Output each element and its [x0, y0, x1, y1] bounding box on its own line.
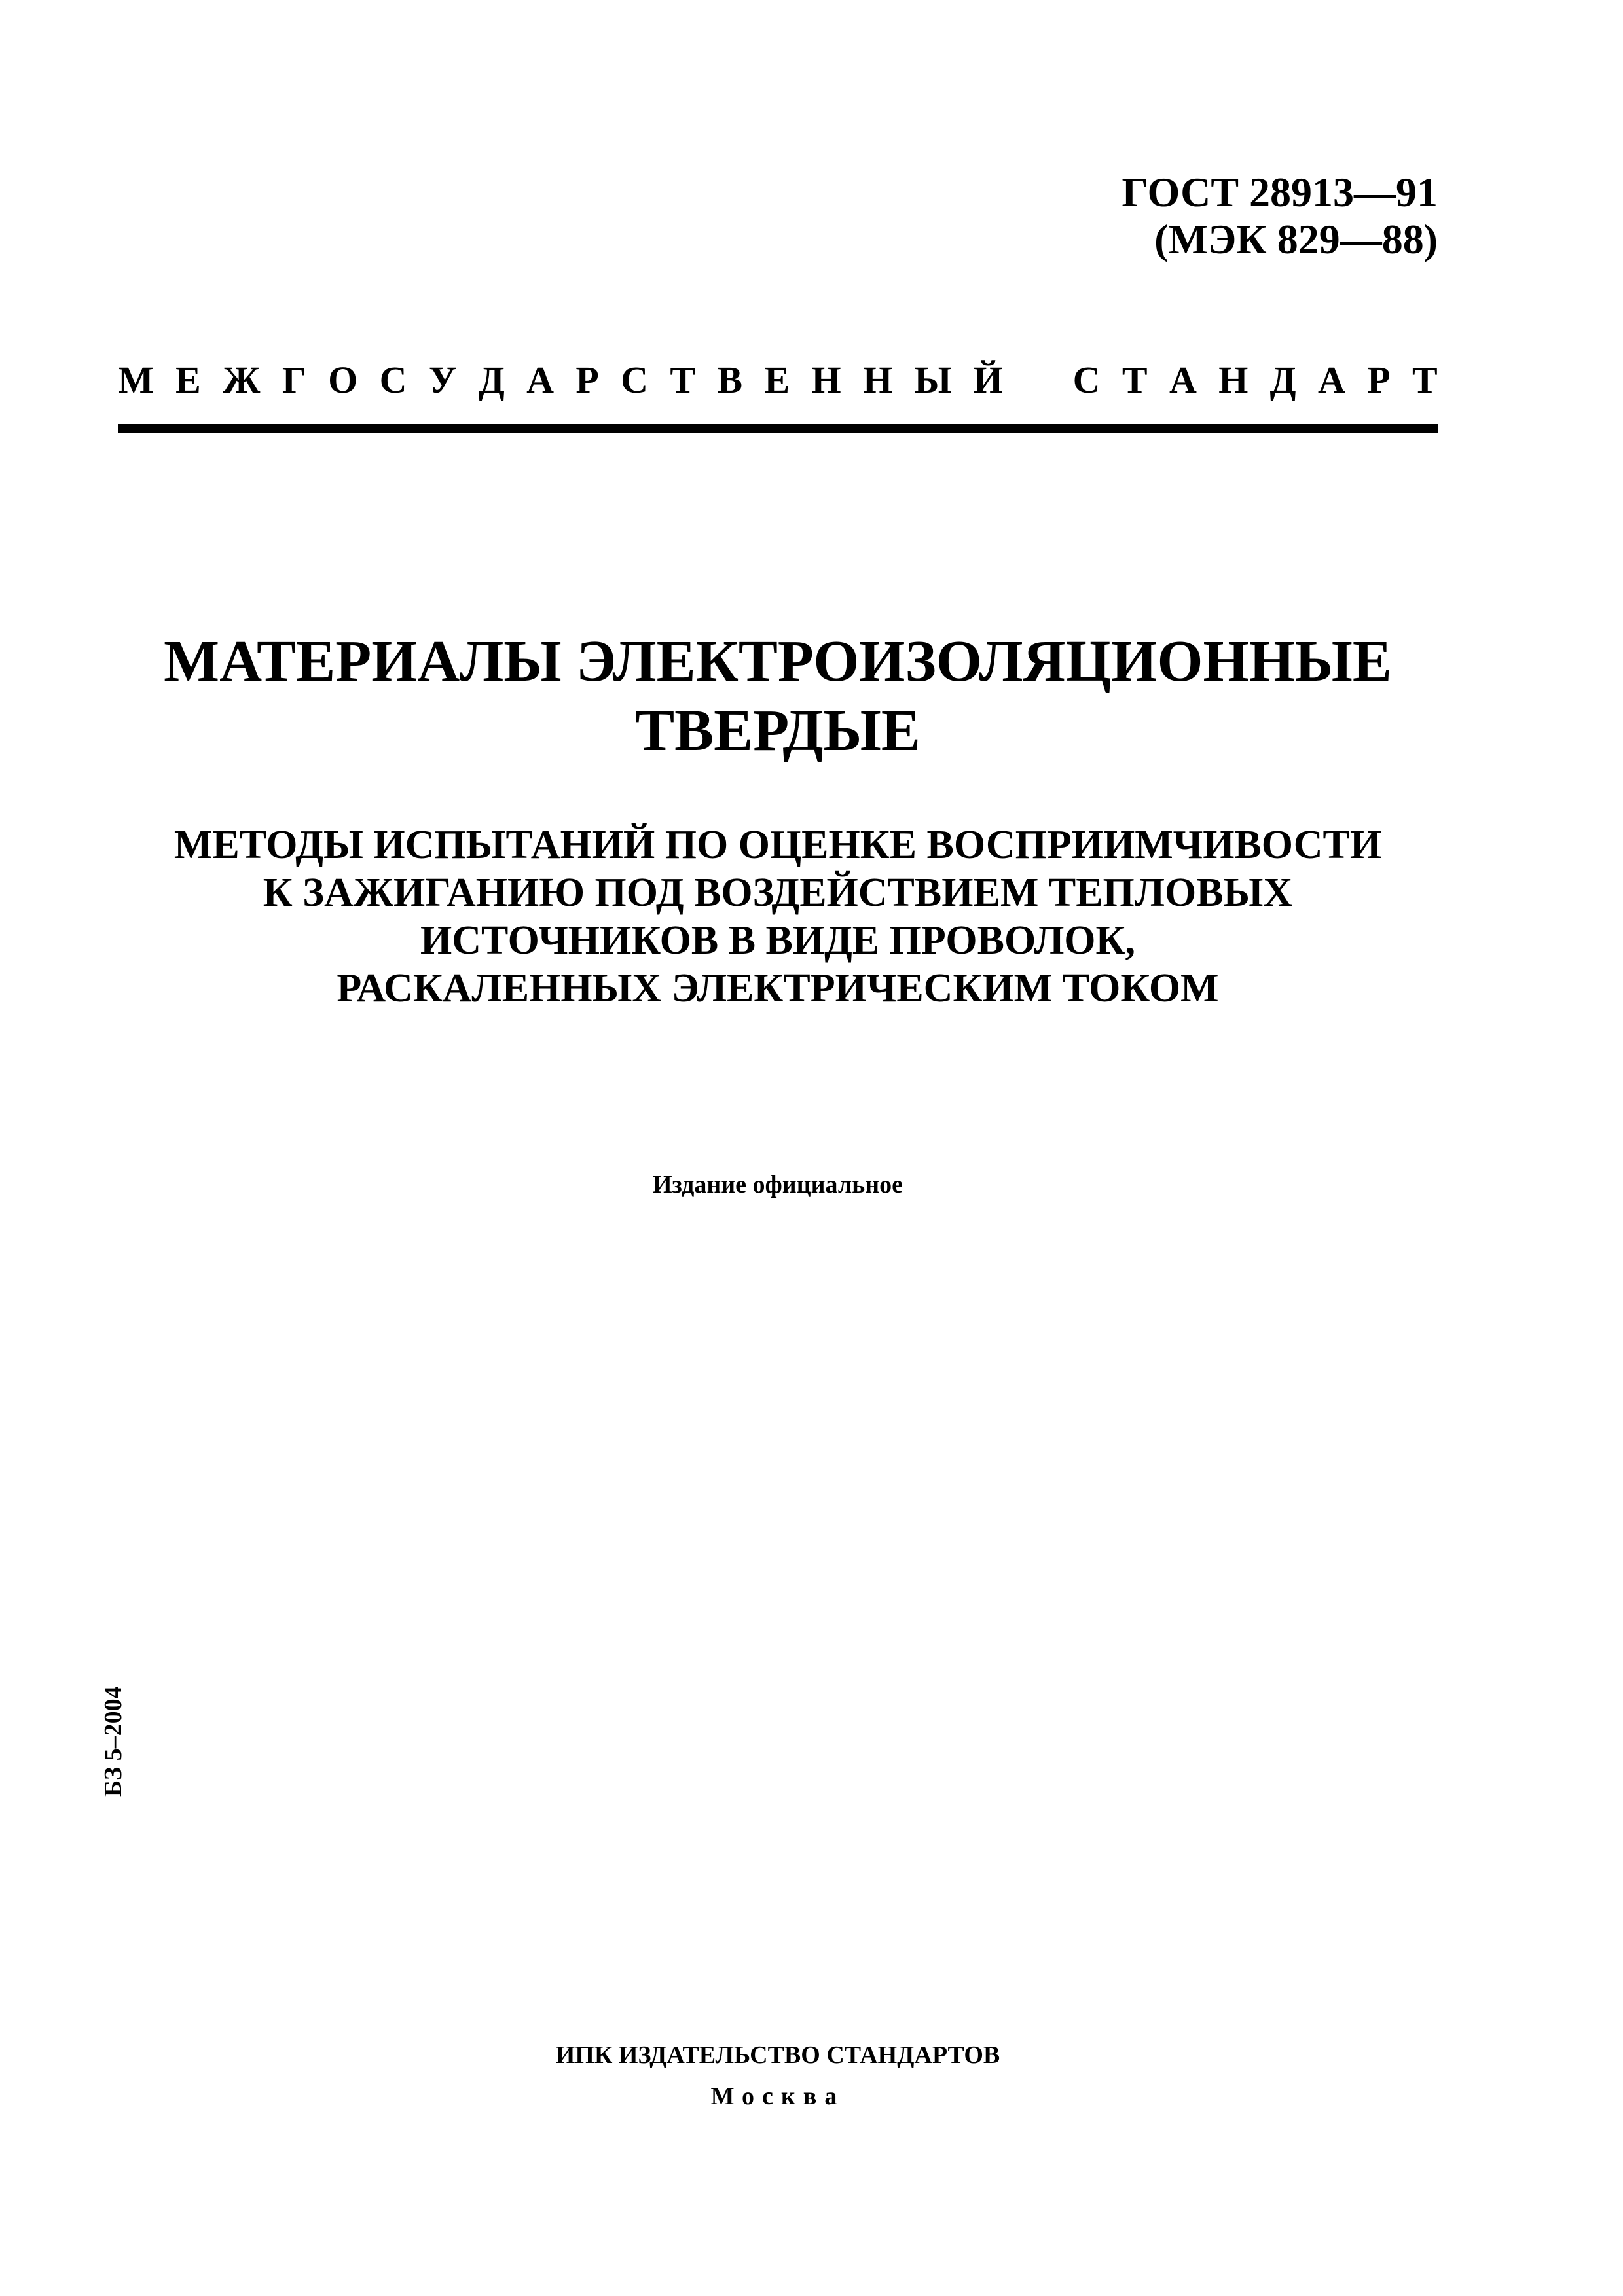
series-letter: Е: [764, 358, 790, 401]
gost-code: ГОСТ 28913—91: [1122, 169, 1438, 215]
series-letter: О: [328, 358, 358, 401]
series-letter: Д: [1269, 358, 1296, 401]
series-letter: Н: [811, 358, 841, 401]
series-letter: Т: [1412, 358, 1438, 401]
heading-rule: [118, 424, 1438, 433]
subtitle-line-3: ИСТОЧНИКОВ В ВИДЕ ПРОВОЛОК,: [420, 918, 1135, 963]
document-subtitle: [118, 821, 1438, 1013]
side-note: БЗ 5–2004: [100, 1686, 127, 1797]
subtitle-line-4: РАСКАЛЕННЫХ ЭЛЕКТРИЧЕСКИМ ТОКОМ: [337, 966, 1219, 1011]
title-line-2: ТВЕРДЫЕ: [635, 698, 921, 763]
publisher-city: Москва: [710, 2083, 845, 2110]
iec-code: (МЭК 829—88): [1154, 216, 1438, 262]
series-letter: Н: [863, 358, 893, 401]
series-letter: Г: [282, 358, 306, 401]
series-letter: С: [1072, 358, 1101, 401]
series-letter: Р: [1367, 358, 1391, 401]
series-letter: Ж: [223, 358, 261, 401]
series-letter: Ы: [914, 358, 952, 401]
series-letter: А: [1317, 358, 1345, 401]
series-letter: Й: [973, 358, 1003, 401]
series-letter: С: [379, 358, 407, 401]
subtitle-line-1: МЕТОДЫ ИСПЫТАНИЙ ПО ОЦЕНКЕ ВОСПРИИМЧИВОСТИ: [173, 823, 1382, 867]
series-letter: В: [717, 358, 743, 401]
series-heading: [118, 353, 1438, 406]
series-letter: М: [118, 358, 154, 401]
publisher-name: ИПК ИЗДАТЕЛЬСТВО СТАНДАРТОВ: [555, 2041, 1000, 2069]
series-letter: Т: [1122, 358, 1148, 401]
series-letter: А: [526, 358, 554, 401]
series-letter: С: [621, 358, 649, 401]
series-letter: Т: [670, 358, 696, 401]
document-title: [118, 627, 1438, 766]
series-letter: Д: [478, 358, 505, 401]
series-letter: Е: [175, 358, 201, 401]
series-letter: А: [1169, 358, 1197, 401]
series-letter: У: [428, 358, 457, 401]
standard-codes: [1122, 169, 1438, 263]
series-letter: Р: [575, 358, 599, 401]
series-letter: Н: [1218, 358, 1249, 401]
subtitle-line-2: К ЗАЖИГАНИЮ ПОД ВОЗДЕЙСТВИЕМ ТЕПЛОВЫХ: [263, 870, 1293, 915]
edition-label: Издание официальное: [652, 1171, 903, 1198]
title-line-1: МАТЕРИАЛЫ ЭЛЕКТРОИЗОЛЯЦИОННЫЕ: [164, 629, 1392, 694]
